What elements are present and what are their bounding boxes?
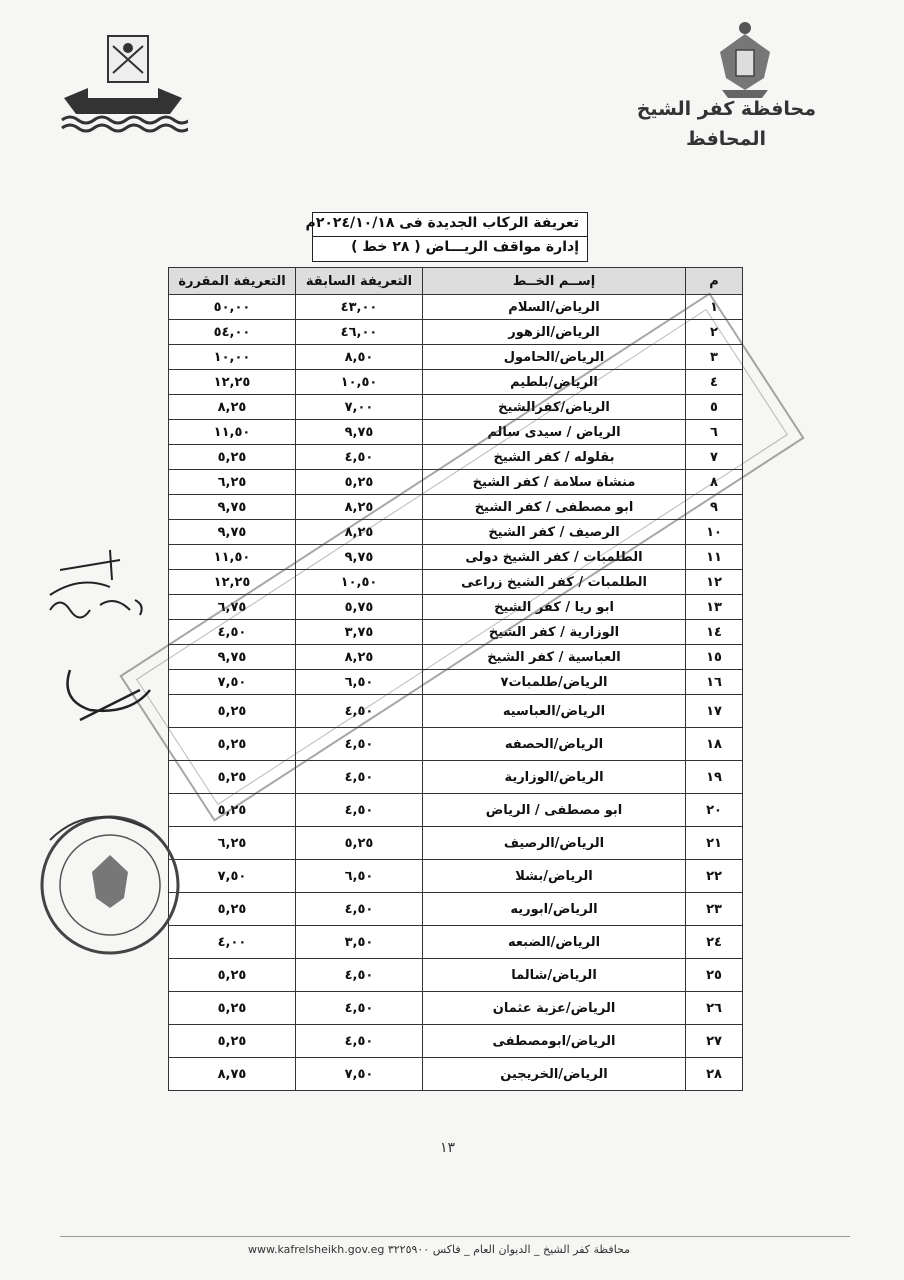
row-previous-fare: ١٠,٥٠ xyxy=(296,370,423,395)
row-line-name: الرياض/الزهور xyxy=(423,320,686,345)
table-header-row xyxy=(169,268,743,295)
row-approved-fare: ١٢,٢٥ xyxy=(169,570,296,595)
row-previous-fare: ٤٦,٠٠ xyxy=(296,320,423,345)
row-previous-fare: ٣,٧٥ xyxy=(296,620,423,645)
governorate-name: محافظة كفر الشيخ xyxy=(636,98,816,120)
row-previous-fare: ٤,٥٠ xyxy=(296,794,423,827)
row-previous-fare: ٨,٢٥ xyxy=(296,495,423,520)
header-previous-fare: التعريفة السابقة xyxy=(296,268,423,295)
row-line-name: الرياض/بشلا xyxy=(423,860,686,893)
row-approved-fare: ٥,٢٥ xyxy=(169,959,296,992)
footer-divider xyxy=(60,1236,850,1237)
row-line-name: الطلمبات / كفر الشيخ زراعى xyxy=(423,570,686,595)
row-line-name: الرياض/العباسيه xyxy=(423,695,686,728)
table-row xyxy=(169,1058,743,1091)
table-row xyxy=(169,695,743,728)
row-previous-fare: ٤٣,٠٠ xyxy=(296,295,423,320)
row-approved-fare: ٤,٠٠ xyxy=(169,926,296,959)
row-approved-fare: ٥٤,٠٠ xyxy=(169,320,296,345)
row-previous-fare: ٤,٥٠ xyxy=(296,992,423,1025)
row-approved-fare: ٥,٢٥ xyxy=(169,893,296,926)
row-number: ١٦ xyxy=(686,670,743,695)
row-previous-fare: ٣,٥٠ xyxy=(296,926,423,959)
table-row xyxy=(169,645,743,670)
row-previous-fare: ٩,٧٥ xyxy=(296,420,423,445)
table-row xyxy=(169,761,743,794)
row-line-name: بقلوله / كفر الشيخ xyxy=(423,445,686,470)
table-row xyxy=(169,620,743,645)
row-line-name: الرياض/الحصفه xyxy=(423,728,686,761)
table-row xyxy=(169,959,743,992)
row-previous-fare: ٤,٥٠ xyxy=(296,761,423,794)
row-line-name: الرياض/كفرالشيخ xyxy=(423,395,686,420)
row-previous-fare: ٦,٥٠ xyxy=(296,670,423,695)
table-row xyxy=(169,570,743,595)
row-number: ١٥ xyxy=(686,645,743,670)
row-approved-fare: ٦,٢٥ xyxy=(169,827,296,860)
row-number: ١ xyxy=(686,295,743,320)
table-row xyxy=(169,520,743,545)
fare-table xyxy=(168,267,743,1091)
row-line-name: الوزارية / كفر الشيخ xyxy=(423,620,686,645)
table-row xyxy=(169,470,743,495)
row-number: ٢٦ xyxy=(686,992,743,1025)
row-number: ٢٢ xyxy=(686,860,743,893)
row-approved-fare: ٩,٧٥ xyxy=(169,495,296,520)
row-approved-fare: ٥,٢٥ xyxy=(169,761,296,794)
row-line-name: الرياض/الضبعه xyxy=(423,926,686,959)
header-num: م xyxy=(686,268,743,295)
row-previous-fare: ٤,٥٠ xyxy=(296,728,423,761)
row-line-name: الرصيف / كفر الشيخ xyxy=(423,520,686,545)
row-approved-fare: ٥,٢٥ xyxy=(169,992,296,1025)
row-number: ٢٥ xyxy=(686,959,743,992)
row-line-name: منشاة سلامة / كفر الشيخ xyxy=(423,470,686,495)
row-approved-fare: ٥,٢٥ xyxy=(169,445,296,470)
table-row xyxy=(169,728,743,761)
row-number: ١٤ xyxy=(686,620,743,645)
row-number: ٩ xyxy=(686,495,743,520)
row-number: ١٢ xyxy=(686,570,743,595)
row-approved-fare: ٦,٧٥ xyxy=(169,595,296,620)
row-approved-fare: ٧,٥٠ xyxy=(169,860,296,893)
tariff-title: تعريفة الركاب الجديدة فى ٢٠٢٤/١٠/١٨م xyxy=(312,212,588,237)
table-row xyxy=(169,893,743,926)
row-number: ١٧ xyxy=(686,695,743,728)
row-line-name: ابو ريا / كفر الشيخ xyxy=(423,595,686,620)
row-number: ٢٣ xyxy=(686,893,743,926)
row-number: ٨ xyxy=(686,470,743,495)
row-previous-fare: ٨,٢٥ xyxy=(296,645,423,670)
row-number: ٤ xyxy=(686,370,743,395)
table-row xyxy=(169,395,743,420)
row-number: ٦ xyxy=(686,420,743,445)
row-line-name: الرياض/الرصيف xyxy=(423,827,686,860)
row-approved-fare: ١٠,٠٠ xyxy=(169,345,296,370)
row-previous-fare: ٤,٥٠ xyxy=(296,695,423,728)
row-previous-fare: ٤,٥٠ xyxy=(296,445,423,470)
table-row xyxy=(169,827,743,860)
footer-contact: محافظة كفر الشيخ _ الديوان العام _ فاكس ٣٢٢٥٩٠٠ www.kafrelsheikh.gov.eg xyxy=(248,1243,631,1256)
row-line-name: الرياض/ابوريه xyxy=(423,893,686,926)
row-number: ٥ xyxy=(686,395,743,420)
row-previous-fare: ٨,٥٠ xyxy=(296,345,423,370)
row-previous-fare: ٤,٥٠ xyxy=(296,893,423,926)
table-row xyxy=(169,670,743,695)
row-number: ١٠ xyxy=(686,520,743,545)
row-previous-fare: ٥,٢٥ xyxy=(296,827,423,860)
table-row xyxy=(169,545,743,570)
row-number: ٢٤ xyxy=(686,926,743,959)
row-number: ١١ xyxy=(686,545,743,570)
row-number: ١٣ xyxy=(686,595,743,620)
row-line-name: الرياض/بلطيم xyxy=(423,370,686,395)
table-row xyxy=(169,1025,743,1058)
row-approved-fare: ٨,٢٥ xyxy=(169,395,296,420)
table-row xyxy=(169,595,743,620)
row-number: ٢٨ xyxy=(686,1058,743,1091)
governor-title: المحافظ xyxy=(686,128,766,150)
row-approved-fare: ٨,٧٥ xyxy=(169,1058,296,1091)
row-approved-fare: ٤,٥٠ xyxy=(169,620,296,645)
row-line-name: الرياض/الوزارية xyxy=(423,761,686,794)
row-approved-fare: ٥,٢٥ xyxy=(169,728,296,761)
handwritten-signatures xyxy=(40,540,170,760)
row-previous-fare: ٩,٧٥ xyxy=(296,545,423,570)
table-row xyxy=(169,370,743,395)
row-approved-fare: ٩,٧٥ xyxy=(169,645,296,670)
row-approved-fare: ١١,٥٠ xyxy=(169,545,296,570)
department-subtitle: إدارة مواقف الريـــاض ( ٢٨ خط ) xyxy=(312,237,588,262)
table-row xyxy=(169,860,743,893)
row-previous-fare: ٤,٥٠ xyxy=(296,959,423,992)
row-previous-fare: ٥,٧٥ xyxy=(296,595,423,620)
row-previous-fare: ٤,٥٠ xyxy=(296,1025,423,1058)
row-line-name: الرياض/الخريجين xyxy=(423,1058,686,1091)
table-row xyxy=(169,794,743,827)
row-previous-fare: ٧,٠٠ xyxy=(296,395,423,420)
row-number: ٢٠ xyxy=(686,794,743,827)
row-line-name: الرياض/شالما xyxy=(423,959,686,992)
eagle-emblem-icon xyxy=(712,18,778,100)
row-number: ٢ xyxy=(686,320,743,345)
table-row xyxy=(169,992,743,1025)
row-previous-fare: ٦,٥٠ xyxy=(296,860,423,893)
table-row xyxy=(169,445,743,470)
table-row xyxy=(169,345,743,370)
header-approved-fare: التعريفة المقررة xyxy=(169,268,296,295)
governorate-logo xyxy=(58,28,188,138)
row-number: ٢٧ xyxy=(686,1025,743,1058)
row-approved-fare: ٦,٢٥ xyxy=(169,470,296,495)
row-approved-fare: ١١,٥٠ xyxy=(169,420,296,445)
row-approved-fare: ١٢,٢٥ xyxy=(169,370,296,395)
row-line-name: ابو مصطفى / الرياض xyxy=(423,794,686,827)
header-line: إســم الخــط xyxy=(423,268,686,295)
table-row xyxy=(169,926,743,959)
fare-table-body xyxy=(169,295,743,1091)
row-approved-fare: ٥,٢٥ xyxy=(169,794,296,827)
row-line-name: الرياض/السلام xyxy=(423,295,686,320)
row-approved-fare: ٩,٧٥ xyxy=(169,520,296,545)
row-previous-fare: ١٠,٥٠ xyxy=(296,570,423,595)
row-previous-fare: ٥,٢٥ xyxy=(296,470,423,495)
row-approved-fare: ٥,٢٥ xyxy=(169,695,296,728)
row-number: ٧ xyxy=(686,445,743,470)
row-line-name: الرياض/ابومصطفى xyxy=(423,1025,686,1058)
row-line-name: الطلمبات / كفر الشيخ دولى xyxy=(423,545,686,570)
official-round-seal xyxy=(30,800,190,970)
row-line-name: ابو مصطفى / كفر الشيخ xyxy=(423,495,686,520)
row-line-name: الرياض / سيدى سالم xyxy=(423,420,686,445)
row-number: ١٨ xyxy=(686,728,743,761)
table-row xyxy=(169,295,743,320)
table-row xyxy=(169,320,743,345)
row-approved-fare: ٧,٥٠ xyxy=(169,670,296,695)
row-line-name: الرياض/عزبة عثمان xyxy=(423,992,686,1025)
row-number: ١٩ xyxy=(686,761,743,794)
row-approved-fare: ٥٠,٠٠ xyxy=(169,295,296,320)
row-approved-fare: ٥,٢٥ xyxy=(169,1025,296,1058)
table-row xyxy=(169,495,743,520)
row-line-name: العباسية / كفر الشيخ xyxy=(423,645,686,670)
row-previous-fare: ٨,٢٥ xyxy=(296,520,423,545)
row-number: ٢١ xyxy=(686,827,743,860)
page-number: ١٣ xyxy=(440,1140,456,1156)
row-previous-fare: ٧,٥٠ xyxy=(296,1058,423,1091)
row-line-name: الرياض/الحامول xyxy=(423,345,686,370)
table-row xyxy=(169,420,743,445)
row-line-name: الرياض/طلمبات٧ xyxy=(423,670,686,695)
row-number: ٣ xyxy=(686,345,743,370)
